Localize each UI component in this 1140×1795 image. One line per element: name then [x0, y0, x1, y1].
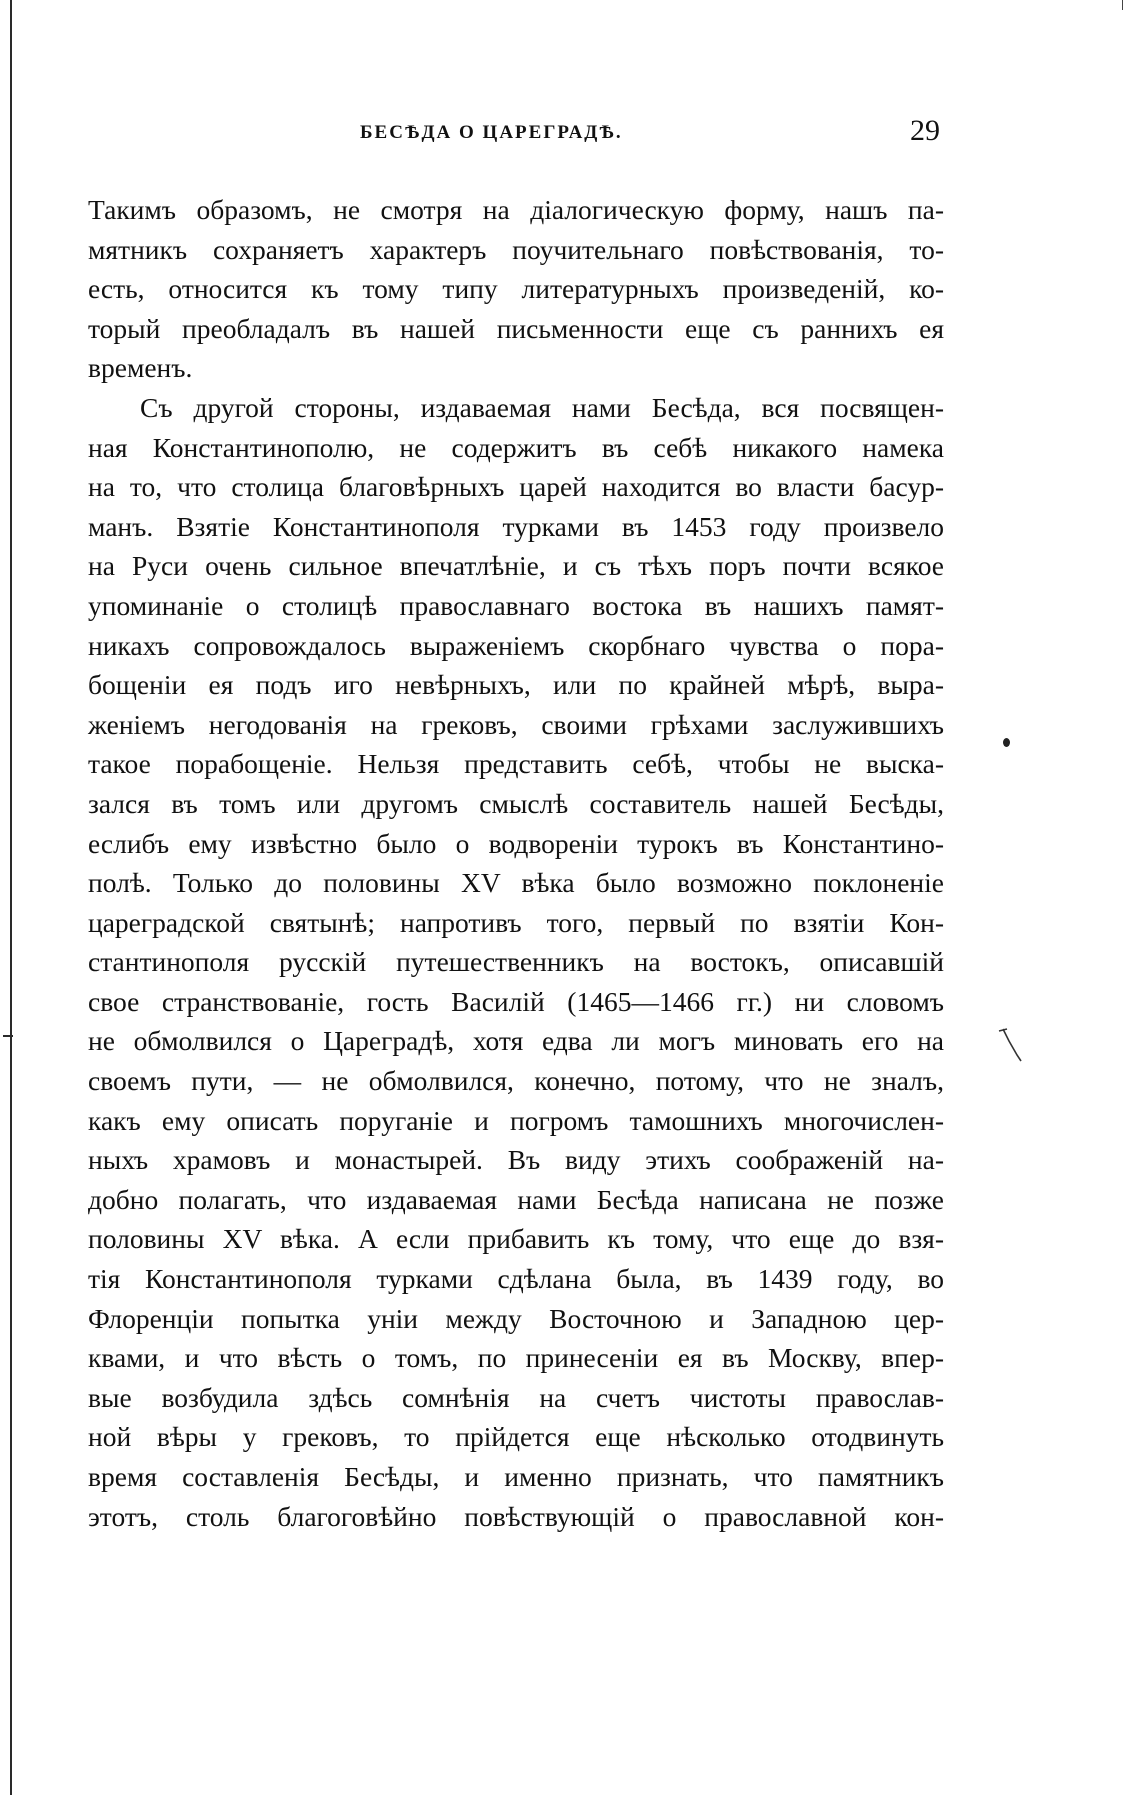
text-line: добно полагать, что издаваемая нами Бесѣда написана не позже [88, 1183, 944, 1215]
text-line: ной вѣры у грековъ, то прійдется еще нѣсколько отодвинуть [88, 1421, 944, 1453]
text-line: своемъ пути, — не обмолвился, конечно, потому, что не зналъ, [88, 1065, 944, 1097]
text-line: квами, и что вѣсть о томъ, по принесеніи ея въ Москву, впер- [88, 1342, 944, 1374]
page-edge-line [10, 0, 12, 1795]
body-text [88, 190, 944, 1536]
text-line: не обмолвился о Цареградѣ, хотя едва ли могъ миновать его на [88, 1025, 944, 1057]
text-line: тія Константинополя турками сдѣлана была, въ 1439 году, во [88, 1263, 944, 1295]
text-line: манъ. Взятіе Константинополя турками въ 1453 году произвело [88, 510, 944, 542]
text-line: полѣ. Только до половины XV вѣка было возможно поклоненіе [88, 867, 944, 899]
text-line: на то, что столица благовѣрныхъ царей находится во власти басур- [88, 471, 944, 503]
text-line: никахъ сопровождалось выраженіемъ скорбнаго чувства о пора- [88, 629, 944, 661]
text-line: ныхъ храмовъ и монастырей. Въ виду этихъ соображеній на- [88, 1144, 944, 1176]
text-line: на Руси очень сильное впечатлѣніе, и съ тѣхъ поръ почти всякое [88, 550, 944, 582]
text-line: время составленія Бесѣды, и именно признать, что памятникъ [88, 1461, 944, 1492]
text-line: цареградской святынѣ; напротивъ того, первый по взятіи Кон- [88, 906, 944, 938]
text-line: Флоренціи попытка уніи между Восточною и Западною цер- [88, 1302, 944, 1334]
running-title: БЕСѢДА О ЦАРЕГРАДѢ. [360, 122, 623, 143]
text-line: этотъ, столь благоговѣйно повѣствующій о православной кон- [88, 1500, 944, 1532]
text-line: Съ другой стороны, издаваемая нами Бесѣда, вся посвящен- [140, 391, 944, 423]
text-line: стантинополя русскій путешественникъ на востокъ, описавшій [88, 946, 944, 978]
text-line: женіемъ негодованія на грековъ, своими грѣхами заслужившихъ [88, 708, 944, 740]
text-line: свое странствованіе, гость Василій (1465—1466 гг.) ни словомъ [88, 985, 944, 1017]
text-line: половины XV вѣка. А если прибавить къ тому, что еще до взя- [88, 1223, 944, 1255]
corner-mark [1122, 0, 1123, 10]
text-line: ная Константинополю, не содержитъ въ себѣ никакого намека [88, 431, 944, 463]
page-edge-tick [3, 1035, 13, 1037]
text-line: Такимъ образомъ, не смотря на діалогическую форму, нашъ па- [88, 194, 944, 225]
text-line: упоминаніе о столицѣ православнаго востока въ нашихъ памят- [88, 589, 944, 621]
text-line: торый преобладалъ въ нашей письменности еще съ раннихъ ея [88, 312, 944, 344]
page-number: 29 [910, 114, 940, 147]
text-line: зался въ томъ или другомъ смыслѣ составитель нашей Бесѣды, [88, 787, 944, 819]
text-line: есть, относится къ тому типу литературныхъ произведеній, ко- [88, 273, 944, 305]
stray-ink-mark [995, 1025, 1025, 1065]
stray-ink-dot [1003, 738, 1010, 747]
text-line: временъ. [88, 352, 193, 384]
text-line: вые возбудила здѣсь сомнѣнія на счетъ чистоты православ- [88, 1381, 944, 1413]
text-line: какъ ему описать поруганіе и погромъ тамошнихъ многочислен- [88, 1104, 944, 1136]
text-line: такое порабощеніе. Нельзя представить себѣ, чтобы не выска- [88, 748, 944, 780]
text-line: бощеніи ея подъ иго невѣрныхъ, или по крайней мѣрѣ, выра- [88, 669, 944, 701]
text-line: мятникъ сохраняетъ характеръ поучительнаго повѣствованія, то- [88, 233, 944, 265]
text-line: еслибъ ему извѣстно было о водвореніи турокъ въ Константино- [88, 827, 944, 859]
